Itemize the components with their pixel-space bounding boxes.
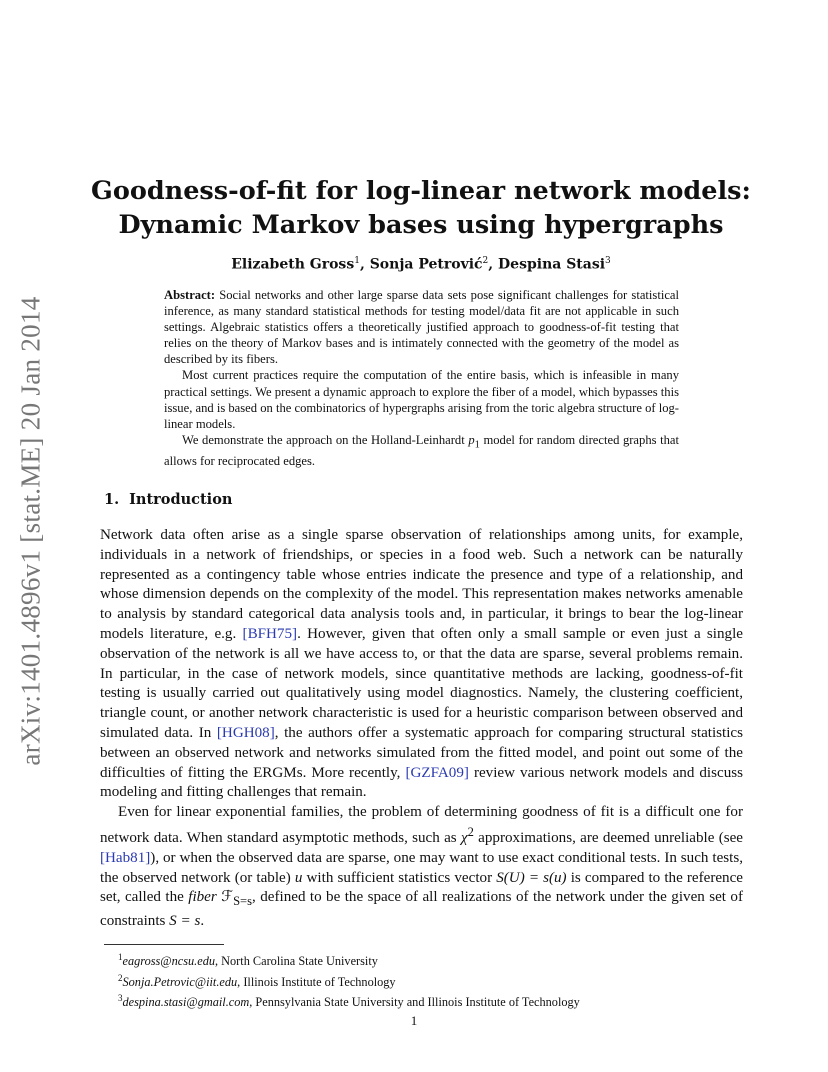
math-symbol: p: [468, 432, 475, 447]
footnote: $^1$eagross@ncsu.edu, North Carolina State University: [118, 952, 378, 969]
paper-title: [60, 174, 782, 242]
abstract-paragraph: [164, 287, 679, 367]
citation-link[interactable]: [BFH75]: [242, 625, 298, 642]
math-expression: S = s: [169, 913, 201, 930]
footnote-email: eagross@ncsu.edu: [122, 954, 215, 969]
citation-link[interactable]: [GZFA09]: [405, 764, 469, 781]
math-superscript: 2: [467, 824, 474, 839]
abstract-text: Social networks and other large sparse data sets pose significant challenges for statistical inference, as many standard statistical methods for testing model/data fit are not applicable in such settings. Algebraic statistics offers a theoretically justified approach to goodness-of-fit testing that relies on the theory of Markov bases and is intimately connected with the geometry of the model as described by its fibers.: [164, 288, 679, 367]
body-paragraph: Network data often arise as a single sparse observation of relationships among units, for example, individuals in a network of friendships, or species in a food web. Such a network can be naturally represented as a contingency table whose entries indicate the presence and type of a relationship, and whose dimension depends on the complexity of the model. This representation makes networks amenable to analysis by standard categorical data analysis tools and, in particular, it brings to bear the log-linear models literature, e.g. [BFH75]. However, given that often only a small sample or even just a single observation of the network is all we have access to, or that the data are sparse, several problems remain. In particular, in the case of network models, since quantitative methods are lacking, goodness-of-fit testing is usually carried out qualitatively using model diagnostics. Namely, the clustering coefficient, triangle count, or another network characteristic is used for a heuristic comparison between observed and simulated data. In [HGH08], the authors offer a systematic approach for comparing structural statistics between an observed network and networks simulated from the fitted model, and point out some of the difficulties of fitting the ERGMs. More recently, [GZFA09] review various network models and discuss modeling and fitting challenges that remain.: [100, 527, 743, 801]
section-title: Introduction: [129, 491, 233, 508]
math-subscript: 1: [474, 439, 480, 451]
footnote-email: despina.stasi@gmail.com: [122, 995, 250, 1010]
title-line-2: Dynamic Markov bases using hypergraphs: [118, 210, 724, 240]
author-name: Sonja Petrović: [369, 256, 483, 273]
math-symbol: u: [294, 869, 303, 886]
footnote-divider: [104, 944, 224, 945]
author-name: Elizabeth Gross: [231, 256, 355, 273]
emphasis-term: fiber: [188, 889, 217, 906]
author-footnote-mark: 1: [354, 256, 360, 266]
abstract-label: Abstract:: [164, 288, 216, 302]
math-symbol: ℱ: [221, 889, 234, 906]
page-number: 1: [410, 1013, 418, 1028]
math-expression: S(U) = s(u): [496, 869, 567, 886]
author-footnote-mark: 3: [605, 256, 611, 266]
footnotes: [118, 949, 580, 1011]
abstract: [164, 287, 679, 470]
abstract-paragraph: We demonstrate the approach on the Holland-Leinhardt $p_1$ model for random directed graphs that allows for reciprocated edges.: [164, 432, 679, 469]
author-list: Elizabeth Gross$^1$, Sonja Petrović$^2$, Despina Stasi$^3$: [231, 256, 611, 273]
section-heading: [104, 491, 232, 508]
author-footnote-mark: 2: [482, 256, 489, 266]
body-text: [100, 526, 743, 932]
citation-link[interactable]: [HGH08]: [216, 724, 275, 741]
arxiv-identifier-stamp: [5, 290, 57, 772]
abstract-paragraph: Most current practices require the computation of the entire basis, which is infeasible in many practical settings. We present a dynamic approach to explore the fiber of a model, which bypasses this issue, and is based on the combinatorics of hypergraphs arising from the toric algebra structure of log-linear models.: [164, 368, 679, 431]
footnote: $^2$Sonja.Petrovic@iit.edu, Illinois Institute of Technology: [118, 972, 396, 989]
math-symbol: χ: [460, 829, 468, 846]
math-subscript: S=s: [233, 894, 253, 909]
author-name: Despina Stasi: [498, 256, 606, 273]
title-line-1: Goodness-of-fit for log-linear network models:: [91, 176, 751, 206]
footnote-email: Sonja.Petrovic@iit.edu: [122, 974, 238, 989]
section-number: 1.: [104, 491, 120, 508]
citation-link[interactable]: [Hab81]: [100, 849, 151, 866]
body-paragraph: Even for linear exponential families, the problem of determining goodness of fit is a difficult one for network data. When standard asymptotic methods, such as $\chi^2$ approximations, are deemed unreliable (see [Hab81]), or when the observed data are sparse, one may want to use exact conditional tests. In such tests, the observed network (or table) u with sufficient statistics vector S(U) = s(u) is compared to the reference set, called the fiber ℱ$_{S=s}$, defined to be the space of all realizations of the network under the given set of constraints S = s.: [100, 804, 743, 930]
arxiv-identifier-text: arXiv:1401.4896v1 [stat.ME] 20 Jan 2014: [15, 296, 46, 766]
footnote: $^3$despina.stasi@gmail.com, Pennsylvania State University and Illinois Institute of Technology: [118, 993, 580, 1010]
